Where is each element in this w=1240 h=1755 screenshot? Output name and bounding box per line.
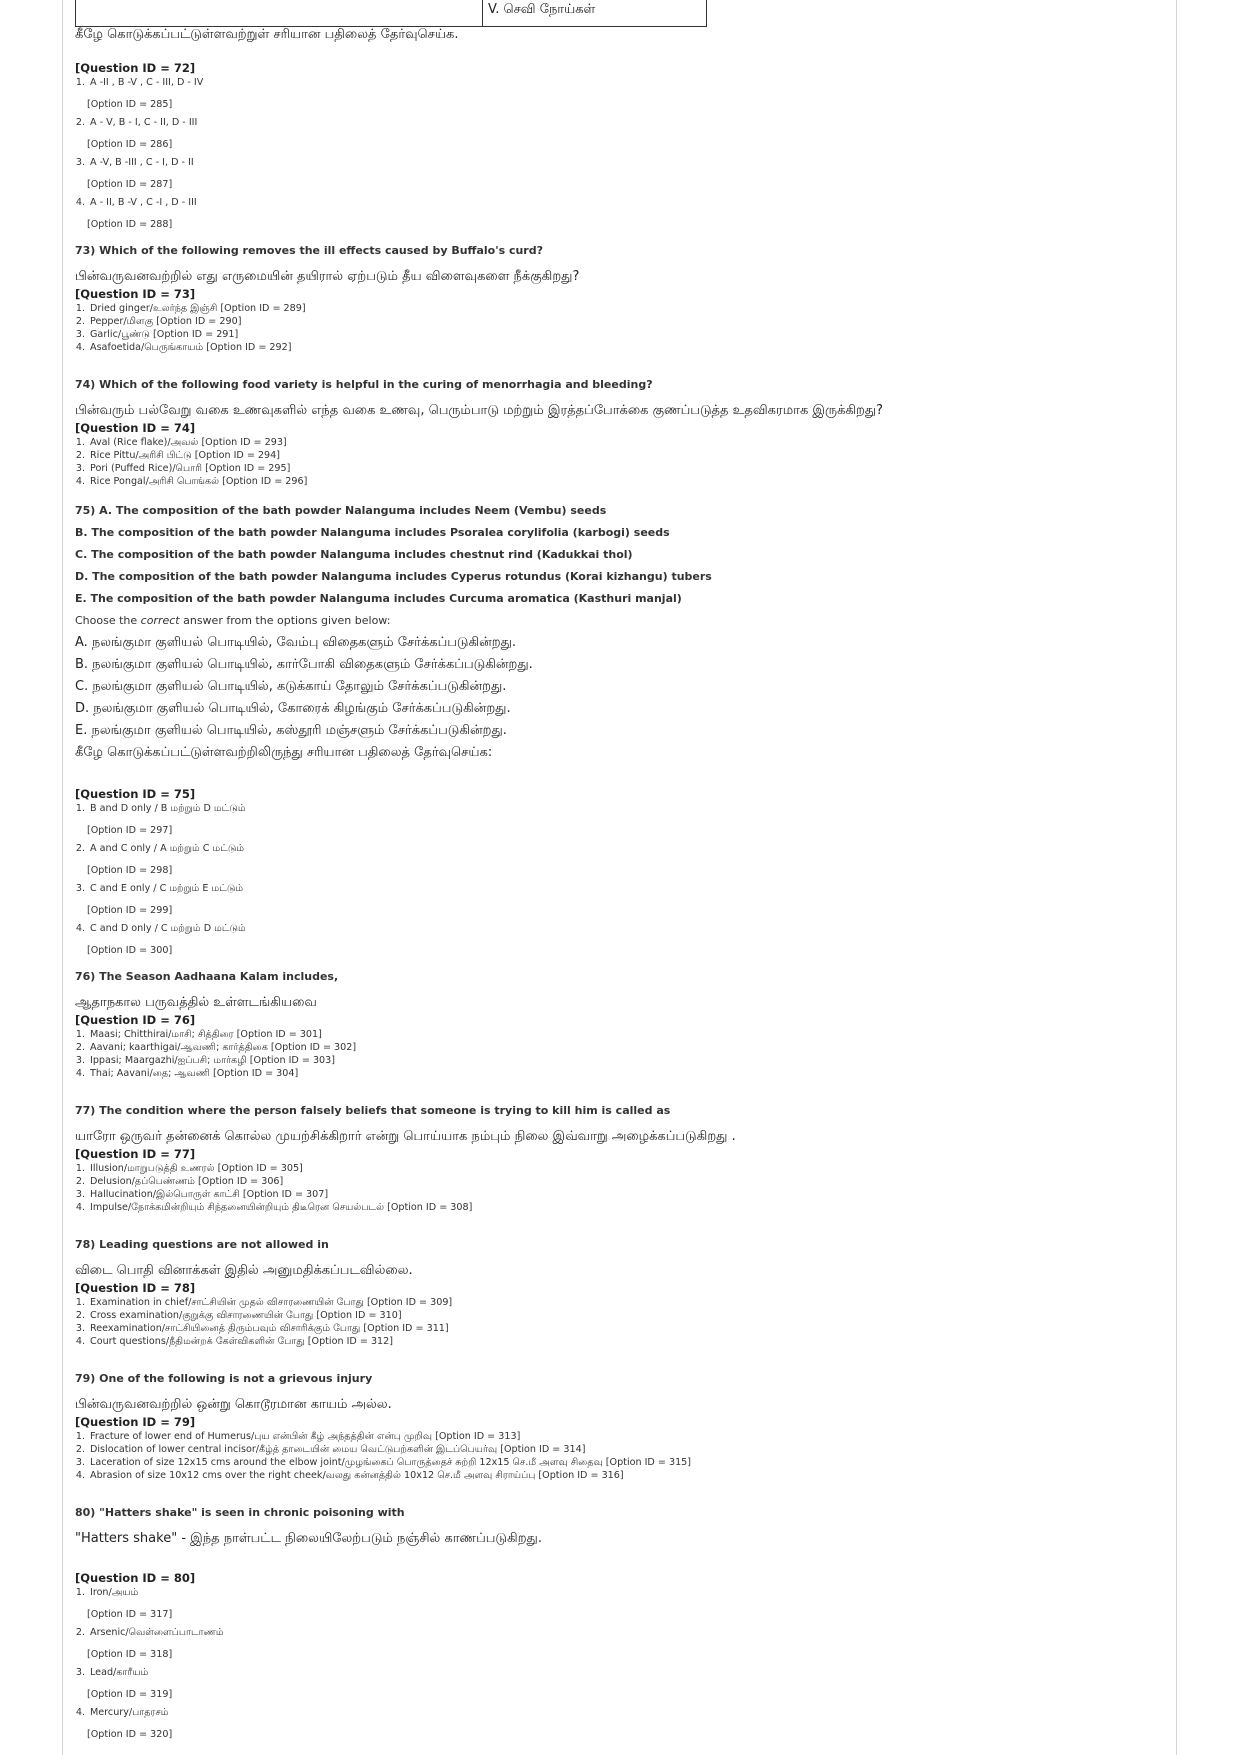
question-text-english: 77) The condition where the person falsely beliefs that someone is trying to kill him is called as <box>75 1104 671 1117</box>
options-list <box>75 802 1165 956</box>
question-80 <box>75 1506 1165 1740</box>
option-number: 3. <box>75 1323 85 1334</box>
option-id: [Option ID = 298] <box>87 865 173 876</box>
option-text: Rice Pongal/அரிசி பொங்கல் [Option ID = 296] <box>90 476 308 487</box>
option-number: 1. <box>75 1431 85 1442</box>
question-id: [Question ID = 79] <box>75 1415 196 1429</box>
option-item <box>75 1586 1165 1599</box>
option-number: 1. <box>75 303 85 314</box>
question-id: [Question ID = 76] <box>75 1013 196 1027</box>
question-79 <box>75 1372 1165 1482</box>
question-text-english: 73) Which of the following removes the ill effects caused by Buffalo's curd? <box>75 244 543 257</box>
option-text: C and E only / C மற்றும் E மட்டும் <box>90 883 244 894</box>
option-item <box>75 842 1165 855</box>
options-list <box>75 1430 1165 1482</box>
question-73 <box>75 244 1165 354</box>
option-id: [Option ID = 288] <box>87 219 173 230</box>
option-number: 2. <box>75 1627 85 1638</box>
options-list <box>75 76 1165 230</box>
options-list <box>75 1296 1165 1348</box>
option-item <box>75 1175 1165 1188</box>
option-text: A -II , B -V , C - III, D - IV <box>90 77 204 88</box>
statement-tamil: E. நலங்குமா குளியல் பொடியில், கஸ்தூரி மஞ்சளும் சேர்க்கப்படுகின்றது. <box>75 723 507 738</box>
option-number: 3. <box>75 157 85 168</box>
option-text: Laceration of size 12x15 cms around the elbow joint/முழங்கைப் பொருத்தைச் சுற்றி 12x15 செ.மீ அளவு சிதைவு [Option ID = 315] <box>90 1457 692 1468</box>
option-number: 2. <box>75 843 85 854</box>
option-item <box>75 1201 1165 1214</box>
statement-english: D. The composition of the bath powder Nalanguma includes Cyperus rotundus (Korai kizhangu) tubers <box>75 570 712 583</box>
option-item <box>75 449 1165 462</box>
option-item <box>75 1067 1165 1080</box>
option-text: Examination in chief/சாட்சியின் முதல் விசாரணையின் போது [Option ID = 309] <box>90 1297 453 1308</box>
option-item <box>75 302 1165 315</box>
option-number: 4. <box>75 1336 85 1347</box>
question-id: [Question ID = 78] <box>75 1281 196 1295</box>
option-item <box>75 196 1165 209</box>
option-number: 1. <box>75 1297 85 1308</box>
option-text: Aval (Rice flake)/அவல் [Option ID = 293] <box>90 437 287 448</box>
option-text: Aavani; kaarthigai/ஆவணி; கார்த்திகை [Option ID = 302] <box>90 1042 357 1053</box>
question-id: [Question ID = 74] <box>75 421 196 435</box>
option-text: Dislocation of lower central incisor/கீழ்த் தாடையின் மைய வெட்டுபற்களின் இடப்பெயர்வு [Option ID = 314] <box>90 1444 586 1455</box>
option-item <box>75 341 1165 354</box>
question-text-english: 74) Which of the following food variety is helpful in the curing of menorrhagia and bleeding? <box>75 378 653 391</box>
question-id: [Question ID = 77] <box>75 1147 196 1161</box>
option-item <box>75 76 1165 89</box>
option-id: [Option ID = 300] <box>87 945 173 956</box>
option-item <box>75 328 1165 341</box>
option-id: [Option ID = 320] <box>87 1729 173 1740</box>
question-text-tamil: பின்வருவனவற்றில் ஒன்று கொடூரமான காயம் அல்ல. <box>75 1397 392 1412</box>
option-id: [Option ID = 286] <box>87 139 173 150</box>
option-item <box>75 1626 1165 1639</box>
option-text: Pori (Puffed Rice)/பொரி [Option ID = 295] <box>90 463 291 474</box>
question-id: [Question ID = 72] <box>75 61 196 75</box>
option-text: Fracture of lower end of Humerus/புய என்பின் கீழ் அந்தத்தின் என்பு முறிவு [Option ID = 313] <box>90 1431 521 1442</box>
option-item <box>75 1054 1165 1067</box>
option-text: Asafoetida/பெருங்காயம் [Option ID = 292] <box>90 342 292 353</box>
option-item <box>75 315 1165 328</box>
question-text-tamil: பின்வருவனவற்றில் எது எருமையின் தயிரால் ஏற்படும் தீய விளைவுகளை நீக்குகிறது? <box>75 269 580 284</box>
option-number: 3. <box>75 1189 85 1200</box>
option-id: [Option ID = 317] <box>87 1609 173 1620</box>
option-item <box>75 462 1165 475</box>
option-number: 3. <box>75 329 85 340</box>
option-text: Abrasion of size 10x12 cms over the right cheek/வலது கன்னத்தில் 10x12 செ.மீ அளவு சிராய்ப்பு [Option ID = 316] <box>90 1470 624 1481</box>
choose-text-post: answer from the options given below: <box>179 614 391 627</box>
option-item <box>75 922 1165 935</box>
statement-english: C. The composition of the bath powder Nalanguma includes chestnut rind (Kadukkai thol) <box>75 548 633 561</box>
option-number: 1. <box>75 1163 85 1174</box>
option-number: 4. <box>75 342 85 353</box>
table-cell: V. செவி நோய்கள் <box>488 2 596 17</box>
option-text: Illusion/மாறுபடுத்தி உணரல் [Option ID = 305] <box>90 1163 303 1174</box>
option-id: [Option ID = 287] <box>87 179 173 190</box>
choose-text-emphasis: correct <box>140 614 180 627</box>
question-76 <box>75 970 1165 1080</box>
option-id: [Option ID = 297] <box>87 825 173 836</box>
option-text: Maasi; Chitthirai/மாசி; சித்திரை [Option ID = 301] <box>90 1029 322 1040</box>
question-statements-english <box>75 504 1165 605</box>
question-statements-tamil <box>75 635 1165 761</box>
statement-english: 75) A. The composition of the bath powder Nalanguma includes Neem (Vembu) seeds <box>75 504 607 517</box>
option-text: Dried ginger/உலர்ந்த இஞ்சி [Option ID = 289] <box>90 303 306 314</box>
option-text: Thai; Aavani/தை; ஆவணி [Option ID = 304] <box>90 1068 299 1079</box>
option-number: 4. <box>75 1707 85 1718</box>
question-72 <box>75 27 1165 230</box>
option-text: Delusion/தப்பெண்ணம் [Option ID = 306] <box>90 1176 284 1187</box>
question-id: [Question ID = 80] <box>75 1571 196 1585</box>
option-number: 3. <box>75 883 85 894</box>
option-number: 2. <box>75 1042 85 1053</box>
option-number: 3. <box>75 1457 85 1468</box>
question-text-english: 80) "Hatters shake" is seen in chronic poisoning with <box>75 1506 405 1519</box>
option-text: Impulse/நோக்கமின்றியும் சிந்தனையின்றியும் திடீரென செயல்படல் [Option ID = 308] <box>90 1202 473 1213</box>
option-item <box>75 1456 1165 1469</box>
option-text: Lead/காரீயம் <box>90 1667 149 1678</box>
question-id: [Question ID = 73] <box>75 287 196 301</box>
question-78 <box>75 1238 1165 1348</box>
option-text: Rice Pittu/அரிசி பிட்டு [Option ID = 294] <box>90 450 280 461</box>
option-number: 1. <box>75 437 85 448</box>
option-text: C and D only / C மற்றும் D மட்டும் <box>90 923 246 934</box>
question-text-tamil: பின்வரும் பல்வேறு வகை உணவுகளில் எந்த வகை உணவு, பெரும்பாடு மற்றும் இரத்தப்போக்கை குணப்படுத்த உதவிகரமாக இருக்கிறது? <box>75 403 884 418</box>
question-text-english: 76) The Season Aadhaana Kalam includes, <box>75 970 339 983</box>
question-72-choose-text: கீழே கொடுக்கப்பட்டுள்ளவற்றுள் சரியான பதிலைத் தேர்வுசெய்க. <box>75 27 459 42</box>
option-item <box>75 436 1165 449</box>
option-number: 2. <box>75 450 85 461</box>
option-text: A - II, B -V , C -I , D - III <box>90 197 197 208</box>
option-number: 4. <box>75 197 85 208</box>
statement-tamil: கீழே கொடுக்கப்பட்டுள்ளவற்றிலிருந்து சரியான பதிலைத் தேர்வுசெய்க: <box>75 745 493 760</box>
option-text: A and C only / A மற்றும் C மட்டும் <box>90 843 245 854</box>
option-item <box>75 1430 1165 1443</box>
option-number: 4. <box>75 476 85 487</box>
options-list <box>75 302 1165 354</box>
option-number: 2. <box>75 1444 85 1455</box>
option-text: Mercury/பாதரசம் <box>90 1707 169 1718</box>
option-item <box>75 1296 1165 1309</box>
option-number: 4. <box>75 1202 85 1213</box>
option-id: [Option ID = 299] <box>87 905 173 916</box>
question-text-tamil: யாரோ ஒருவர் தன்னைக் கொல்ல முயற்சிக்கிறார் என்று பொய்யாக நம்பும் நிலை இவ்வாறு அழைக்கப்படுகிறது . <box>75 1129 736 1144</box>
option-item <box>75 1162 1165 1175</box>
table-divider <box>482 0 483 26</box>
option-item <box>75 1041 1165 1054</box>
statement-english: E. The composition of the bath powder Nalanguma includes Curcuma aromatica (Kasthuri manjal) <box>75 592 682 605</box>
option-number: 3. <box>75 463 85 474</box>
question-75 <box>75 504 1165 956</box>
option-item <box>75 882 1165 895</box>
question-text-english: 79) One of the following is not a grievous injury <box>75 1372 373 1385</box>
option-text: Court questions/நீதிமன்றக் கேள்விகளின் போது [Option ID = 312] <box>90 1336 393 1347</box>
option-text: Hallucination/இல்பொருள் காட்சி [Option ID = 307] <box>90 1189 329 1200</box>
option-item <box>75 1666 1165 1679</box>
statement-english: B. The composition of the bath powder Nalanguma includes Psoralea corylifolia (karbogi) seeds <box>75 526 670 539</box>
option-number: 1. <box>75 1587 85 1598</box>
choose-text-pre: Choose the <box>75 614 141 627</box>
option-number: 1. <box>75 77 85 88</box>
choose-instruction <box>75 614 1165 627</box>
option-item <box>75 1469 1165 1482</box>
options-list <box>75 1028 1165 1080</box>
option-item <box>75 1322 1165 1335</box>
page-content <box>75 0 1165 1740</box>
option-number: 2. <box>75 316 85 327</box>
option-item <box>75 1335 1165 1348</box>
option-text: Ippasi; Maargazhi/ஐப்பசி; மார்கழி [Option ID = 303] <box>90 1055 335 1066</box>
option-item <box>75 1309 1165 1322</box>
table-row <box>75 0 707 27</box>
option-id: [Option ID = 285] <box>87 99 173 110</box>
option-number: 4. <box>75 1470 85 1481</box>
option-text: Garlic/பூண்டு [Option ID = 291] <box>90 329 239 340</box>
option-item <box>75 475 1165 488</box>
statement-tamil: B. நலங்குமா குளியல் பொடியில், கார்போகி விதைகளும் சேர்க்கப்படுகின்றது. <box>75 657 533 672</box>
options-list <box>75 1162 1165 1214</box>
option-item <box>75 116 1165 129</box>
question-77 <box>75 1104 1165 1214</box>
option-number: 2. <box>75 117 85 128</box>
question-text-tamil: விடை பொதி வினாக்கள் இதில் அனுமதிக்கப்படவில்லை. <box>75 1263 413 1278</box>
option-item <box>75 802 1165 815</box>
option-number: 4. <box>75 1068 85 1079</box>
option-number: 2. <box>75 1310 85 1321</box>
option-id: [Option ID = 318] <box>87 1649 173 1660</box>
option-text: A -V, B -III , C - I, D - II <box>90 157 194 168</box>
option-item <box>75 1188 1165 1201</box>
option-number: 4. <box>75 923 85 934</box>
option-text: B and D only / B மற்றும் D மட்டும் <box>90 803 246 814</box>
option-text: A - V, B - I, C - II, D - III <box>90 117 198 128</box>
question-id: [Question ID = 75] <box>75 787 196 801</box>
options-list <box>75 436 1165 488</box>
option-item <box>75 1443 1165 1456</box>
option-text: Reexamination/சாட்சியினைத் திரும்பவும் விசாரிக்கும் போது [Option ID = 311] <box>90 1323 449 1334</box>
option-number: 1. <box>75 1029 85 1040</box>
option-number: 3. <box>75 1055 85 1066</box>
statement-tamil: D. நலங்குமா குளியல் பொடியில், கோரைக் கிழங்கும் சேர்க்கப்படுகின்றது. <box>75 701 511 716</box>
option-item <box>75 1028 1165 1041</box>
option-text: Arsenic/வெள்ளைப்பாடாணம் <box>90 1627 224 1638</box>
statement-tamil: C. நலங்குமா குளியல் பொடியில், கடுக்காய் தோலும் சேர்க்கப்படுகின்றது. <box>75 679 507 694</box>
question-74 <box>75 378 1165 488</box>
statement-tamil: A. நலங்குமா குளியல் பொடியில், வேம்பு விதைகளும் சேர்க்கப்படுகின்றது. <box>75 635 517 650</box>
question-text-tamil: ஆதாநகால பருவத்தில் உள்ளடங்கியவை <box>75 995 317 1010</box>
option-text: Iron/அயம் <box>90 1587 139 1598</box>
document-page <box>62 0 1177 1755</box>
option-item <box>75 1706 1165 1719</box>
options-list <box>75 1586 1165 1740</box>
option-item <box>75 156 1165 169</box>
option-number: 1. <box>75 803 85 814</box>
question-text-english: 78) Leading questions are not allowed in <box>75 1238 329 1251</box>
question-text-tamil: "Hatters shake" - இந்த நாள்பட்ட நிலையிலேற்படும் நஞ்சில் காணப்படுகிறது. <box>75 1531 542 1546</box>
option-text: Pepper/மிளகு [Option ID = 290] <box>90 316 242 327</box>
option-id: [Option ID = 319] <box>87 1689 173 1700</box>
option-text: Cross examination/குறுக்கு விசாரணையின் போது [Option ID = 310] <box>90 1310 402 1321</box>
option-number: 2. <box>75 1176 85 1187</box>
option-number: 3. <box>75 1667 85 1678</box>
